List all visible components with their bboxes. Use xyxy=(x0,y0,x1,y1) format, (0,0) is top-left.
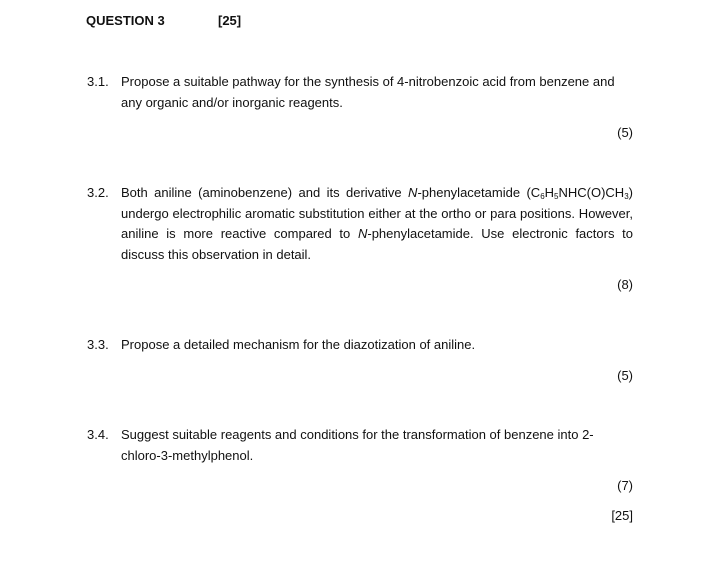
question-text-3-1: Propose a suitable pathway for the synthesis of 4-nitrobenzoic acid from benzene and any organic and/or inorganic reagents. xyxy=(121,74,615,110)
question-marks-3-4: (7) xyxy=(617,478,633,493)
question-text-3-4: Suggest suitable reagents and conditions for the transformation of benzene into 2-chloro-3-methylphenol. xyxy=(121,427,594,463)
question-text-3-3: Propose a detailed mechanism for the diazotization of aniline. xyxy=(121,337,476,352)
question-number-3-2: 3.2. xyxy=(87,185,109,200)
question-total-marks-footer: [25] xyxy=(611,508,633,523)
question-marks-3-3: (5) xyxy=(617,368,633,383)
question-marks-3-1: (5) xyxy=(617,125,633,140)
question-number-3-4: 3.4. xyxy=(87,427,109,442)
question-heading: QUESTION 3 xyxy=(86,13,165,28)
question-number-3-3: 3.3. xyxy=(87,337,109,352)
question-total-marks-heading: [25] xyxy=(218,13,242,28)
question-marks-3-2: (8) xyxy=(617,277,633,292)
question-number-3-1: 3.1. xyxy=(87,74,109,89)
question-text-3-2: Both aniline (aminobenzene) and its derivative N-phenylacetamide $(C_6H_5NHC(O)CH_3)$ undergo electrophilic aromatic substitution either at the ortho or para positions. However, aniline is more reactive compared to N-phenylacetamide. Use electronic factors to discuss this observation in detail. xyxy=(121,185,633,262)
